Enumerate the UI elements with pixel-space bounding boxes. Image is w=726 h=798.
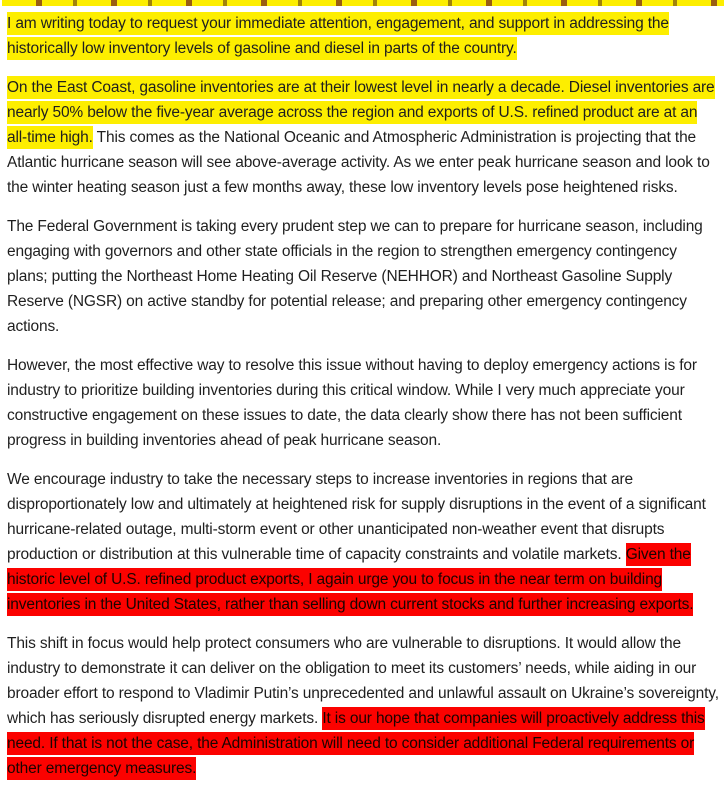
text-run: We encourage industry to take the necessary steps to increase inventories in regions that are disproportionately low and ultimately at heightened risk for supply disruptions in the event of a significant hurricane-related outage, multi-storm event or other unanticipated non-weather event that disrupts production or distribution at this vulnerable time of capacity constraints and volatile markets. <box>7 471 706 563</box>
red-highlight-run: It is our hope that companies will proactively address this need. If that is not the case, the Administration will need to consider additional Federal requirements or other emergency measures. <box>7 707 705 780</box>
paragraph <box>7 467 719 617</box>
paragraph <box>7 75 719 200</box>
clipped-highlighted-line-top <box>2 0 724 6</box>
paragraph <box>7 631 719 781</box>
text-run: This comes as the National Oceanic and Atmospheric Administration is projecting that the Atlantic hurricane season will see above-average activity. As we enter peak hurricane season and look to the winter heating season just a few months away, these low inventory levels pose heightened risks. <box>7 129 710 196</box>
paragraph <box>7 11 719 61</box>
text-run: The Federal Government is taking every prudent step we can to prepare for hurricane season, including engaging with governors and other state officials in the region to strengthen emergency contingency plans; putting the Northeast Home Heating Oil Reserve (NEHHOR) and Northeast Gasoline Supply Reserve (NGSR) on active standby for potential release; and preparing other emergency contingency actions. <box>7 218 703 335</box>
document-body <box>0 9 726 781</box>
paragraph <box>7 353 719 453</box>
paragraph <box>7 214 719 339</box>
yellow-highlight-run: I am writing today to request your immediate attention, engagement, and support in addressing the historically low inventory levels of gasoline and diesel in parts of the country. <box>7 12 669 60</box>
red-highlight-run: Given the historic level of U.S. refined product exports, I again urge you to focus in the near term on building inventories in the United States, rather than selling down current stocks and further increasing exports. <box>7 543 693 616</box>
text-run: However, the most effective way to resolve this issue without having to deploy emergency actions is for industry to prioritize building inventories during this critical window. While I very much appreciate your constructive engagement on these issues to date, the data clearly show there has not been sufficient progress in building inventories ahead of peak hurricane season. <box>7 357 697 449</box>
yellow-highlight-run: On the East Coast, gasoline inventories are at their lowest level in nearly a decade. Diesel inventories are nearly 50% below the five-year average across the region and exports of U.S. refined product are at an all-time high. <box>7 76 715 149</box>
text-run: This shift in focus would help protect consumers who are vulnerable to disruptions. It would allow the industry to demonstrate it can deliver on the obligation to meet its customers’ needs, while aiding in our broader effort to respond to Vladimir Putin’s unprecedented and unlawful assault on Ukraine’s sovereignty, which has seriously disrupted energy markets. <box>7 635 719 727</box>
